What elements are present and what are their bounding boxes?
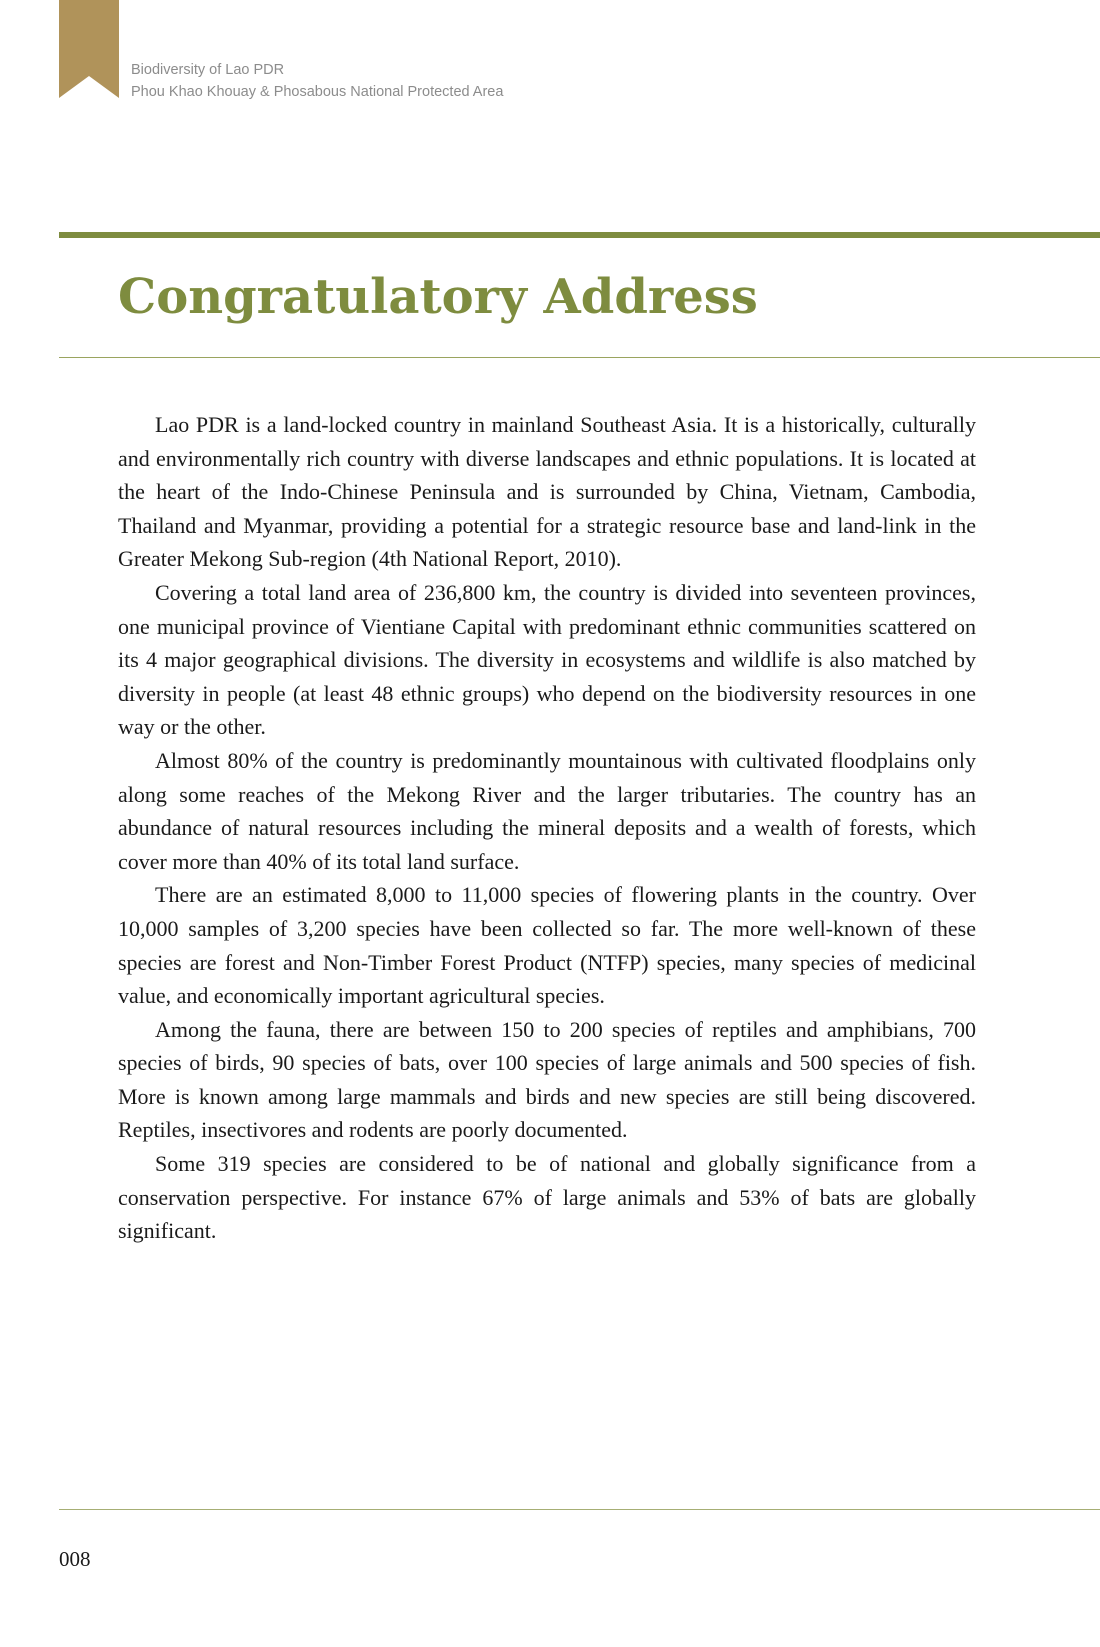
body-text: [118, 408, 976, 1248]
running-header: [131, 59, 503, 103]
bookmark-ribbon-icon: [59, 0, 119, 98]
paragraph: Lao PDR is a land-locked country in mainland Southeast Asia. It is a historically, culturally and environmentally rich country with diverse landscapes and ethnic populations. It is located at the heart of the Indo-Chinese Peninsula and is surrounded by China, Vietnam, Cambodia, Thailand and Myanmar, providing a potential for a strategic resource base and land-link in the Greater Mekong Sub-region (4th National Report, 2010).: [118, 412, 976, 572]
paragraph: Some 319 species are considered to be of national and globally significance from a conservation perspective. For instance 67% of large animals and 53% of bats are globally significant.: [118, 1151, 976, 1244]
header-line-1: Biodiversity of Lao PDR: [131, 62, 285, 78]
header-line-2: Phou Khao Khouay & Phosabous National Protected Area: [131, 84, 504, 100]
paragraph: There are an estimated 8,000 to 11,000 species of flowering plants in the country. Over 10,000 samples of 3,200 species have been collected so far. The more well-known of these species are forest and Non-Timber Forest Product (NTFP) species, many species of medicinal value, and economically important agricultural species.: [118, 882, 976, 1009]
paragraph: Among the fauna, there are between 150 to 200 species of reptiles and amphibians, 700 species of birds, 90 species of bats, over 100 species of large animals and 500 species of fish. More is known among large mammals and birds and new species are still being discovered. Reptiles, insectivores and rodents are poorly documented.: [118, 1016, 976, 1143]
paragraph: Almost 80% of the country is predominantly mountainous with cultivated floodplains only along some reaches of the Mekong River and the larger tributaries. The country has an abundance of natural resources including the mineral deposits and a wealth of forests, which cover more than 40% of its total land surface.: [118, 747, 976, 874]
bottom-rule: [59, 1509, 1100, 1510]
page-title: Congratulatory Address: [118, 269, 758, 325]
page-number: 008: [59, 1547, 91, 1571]
title-underline: [59, 357, 1100, 358]
top-rule: [59, 232, 1100, 238]
paragraph: Covering a total land area of 236,800 km, the country is divided into seventeen provinces, one municipal province of Vientiane Capital with predominant ethnic communities scattered on its 4 major geographical divisions. The diversity in ecosystems and wildlife is also matched by diversity in people (at least 48 ethnic groups) who depend on the biodiversity resources in one way or the other.: [118, 579, 976, 740]
